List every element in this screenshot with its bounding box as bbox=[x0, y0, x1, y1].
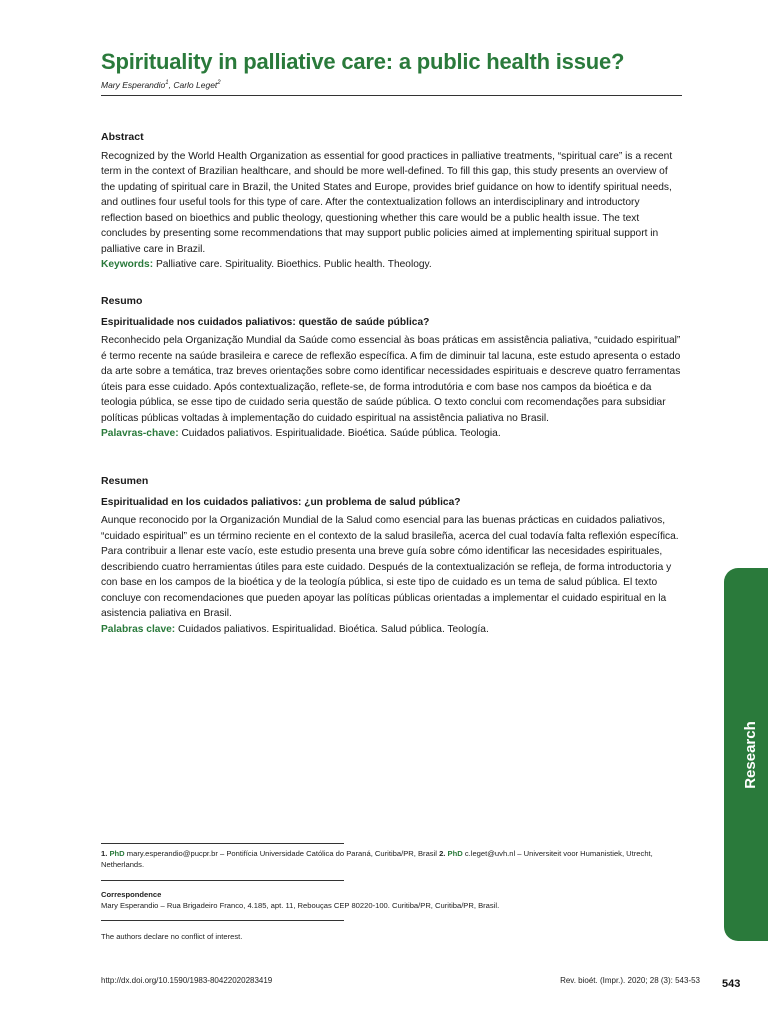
author-name: Mary Esperandio bbox=[101, 80, 166, 90]
abstract-keywords bbox=[101, 257, 683, 273]
resumen-section bbox=[101, 474, 683, 637]
resumen-heading: Resumen bbox=[101, 475, 149, 487]
abstract-body: Recognized by the World Health Organization as essential for good practices in palliative treatments, “spiritual care” is a recent term in the context of Brazilian healthcare, and should be more well-defined. To fill this gap, this study presents an overview of the updating of spiritual care in Brazil, the United States and Europe, provides brief guidance on how to identify spiritual needs, and outlines four useful tools for this type of care. After the contextualization follows an interdisciplinary and introductory reflection based on bioethics and public theology, questioning whether this care would be a public health issue. The text concludes by presenting some recommendations that may support public policies aimed at implementing spiritual support in palliative care in Brazil. bbox=[101, 150, 673, 255]
degree-label: PhD bbox=[447, 849, 463, 858]
correspondence-footnote bbox=[101, 890, 683, 911]
author-affiliation-marker: 1 bbox=[165, 80, 169, 87]
resumen-subtitle: Espiritualidad en los cuidados paliativos: ¿un problema de salud pública? bbox=[101, 496, 461, 508]
side-tab-label: Research bbox=[742, 721, 759, 789]
journal-citation: Rev. bioét. (Impr.). 2020; 28 (3): 543-53 bbox=[560, 976, 700, 985]
footnote-divider bbox=[101, 920, 344, 921]
correspondence-heading: Correspondence bbox=[101, 890, 162, 899]
resumen-body: Aunque reconocido por la Organización Mundial de la Salud como esencial para las buenas prácticas en cuidados paliativos, “cuidado espiritual” es un término reciente en el contexto de la salud brasileña, acerca del cual todavía falta reflexión específica. Para contribuir a llenar este vacío, este estudio presenta una breve guía sobre cómo identificar las necesidades espirituales, describiendo cuatro herramientas útiles para este cuidado. Después de la contextualización se refleja, de forma introductoria y con base en los campos de la bioética y de la teología pública, si este tipo de cuidado es un tema de salud pública. El texto concluye con recomendaciones que pueden apoyar las políticas públicas orientadas a implementar el cuidado espiritual en la asistencia paliativa en Brasil. bbox=[101, 515, 679, 619]
abstract-section bbox=[101, 130, 683, 273]
author-line bbox=[101, 80, 221, 90]
affiliation-text: c.leget@uvh.nl – Universiteit voor Humanistiek, Utrecht, Netherlands. bbox=[101, 849, 653, 869]
keywords-list: Cuidados paliativos. Espiritualidade. Bioética. Saúde pública. Teologia. bbox=[181, 428, 501, 439]
author-separator: , bbox=[168, 80, 174, 90]
resumo-heading: Resumo bbox=[101, 295, 143, 307]
affiliation-text: mary.esperandio@pucpr.br – Pontifícia Universidade Católica do Paraná, Curitiba/PR, Brasil bbox=[124, 849, 440, 858]
footnote-number: 2. bbox=[439, 849, 446, 858]
resumo-keywords bbox=[101, 426, 683, 442]
resumo-body: Reconhecido pela Organização Mundial da Saúde como essencial às boas práticas em assistência paliativa, “cuidado espiritual” é termo recente na saúde brasileira e carece de reflexão específica. A fim de diminuir tal lacuna, este estudo apresenta o estado da arte sobre a temática, traz breves orientações sobre como identificar necessidades espirituais e descreve quatro ferramentas úteis para esse cuidado. Após contextualização, reflete-se, de forma introdutória e com base nos campos da bioética e da teologia pública, se esse tipo de cuidado seria questão de saúde pública. O texto conclui com recomendações para subsidiar políticas públicas voltadas à implementação do cuidado espiritual na assistência paliativa no Brasil. bbox=[101, 335, 681, 424]
footnote-number: 1. bbox=[101, 849, 108, 858]
resumen-keywords bbox=[101, 622, 683, 638]
keywords-label: Palavras-chave: bbox=[101, 428, 179, 439]
keywords-label: Palabras clave: bbox=[101, 623, 176, 635]
resumo-subtitle: Espiritualidade nos cuidados paliativos: questão de saúde pública? bbox=[101, 316, 430, 328]
affiliation-footnote bbox=[101, 849, 683, 870]
author-affiliation-marker: 2 bbox=[217, 80, 221, 87]
keywords-list: Palliative care. Spirituality. Bioethics. Public health. Theology. bbox=[155, 259, 432, 270]
page-number: 543 bbox=[722, 978, 741, 990]
title-divider bbox=[101, 95, 682, 96]
keywords-list: Cuidados paliativos. Espiritualidad. Bioética. Salud pública. Teología. bbox=[178, 623, 489, 635]
keywords-label: Keywords: bbox=[101, 259, 154, 270]
degree-label: PhD bbox=[109, 849, 125, 858]
correspondence-address: Mary Esperandio – Rua Brigadeiro Franco, 4.185, apt. 11, Rebouças CEP 80220-100. Curitiba/PR, Curitiba/PR, Brasil. bbox=[101, 900, 500, 910]
footnote-divider bbox=[101, 880, 344, 881]
footnote-divider bbox=[101, 843, 344, 844]
abstract-heading: Abstract bbox=[101, 131, 144, 143]
doi-link[interactable]: http://dx.doi.org/10.1590/1983-80422020283419 bbox=[101, 976, 273, 985]
article-title: Spirituality in palliative care: a public health issue? bbox=[101, 49, 625, 74]
author-name: Carlo Leget bbox=[173, 80, 218, 90]
resumo-section bbox=[101, 294, 683, 442]
conflict-statement: The authors declare no conflict of interest. bbox=[101, 932, 243, 941]
